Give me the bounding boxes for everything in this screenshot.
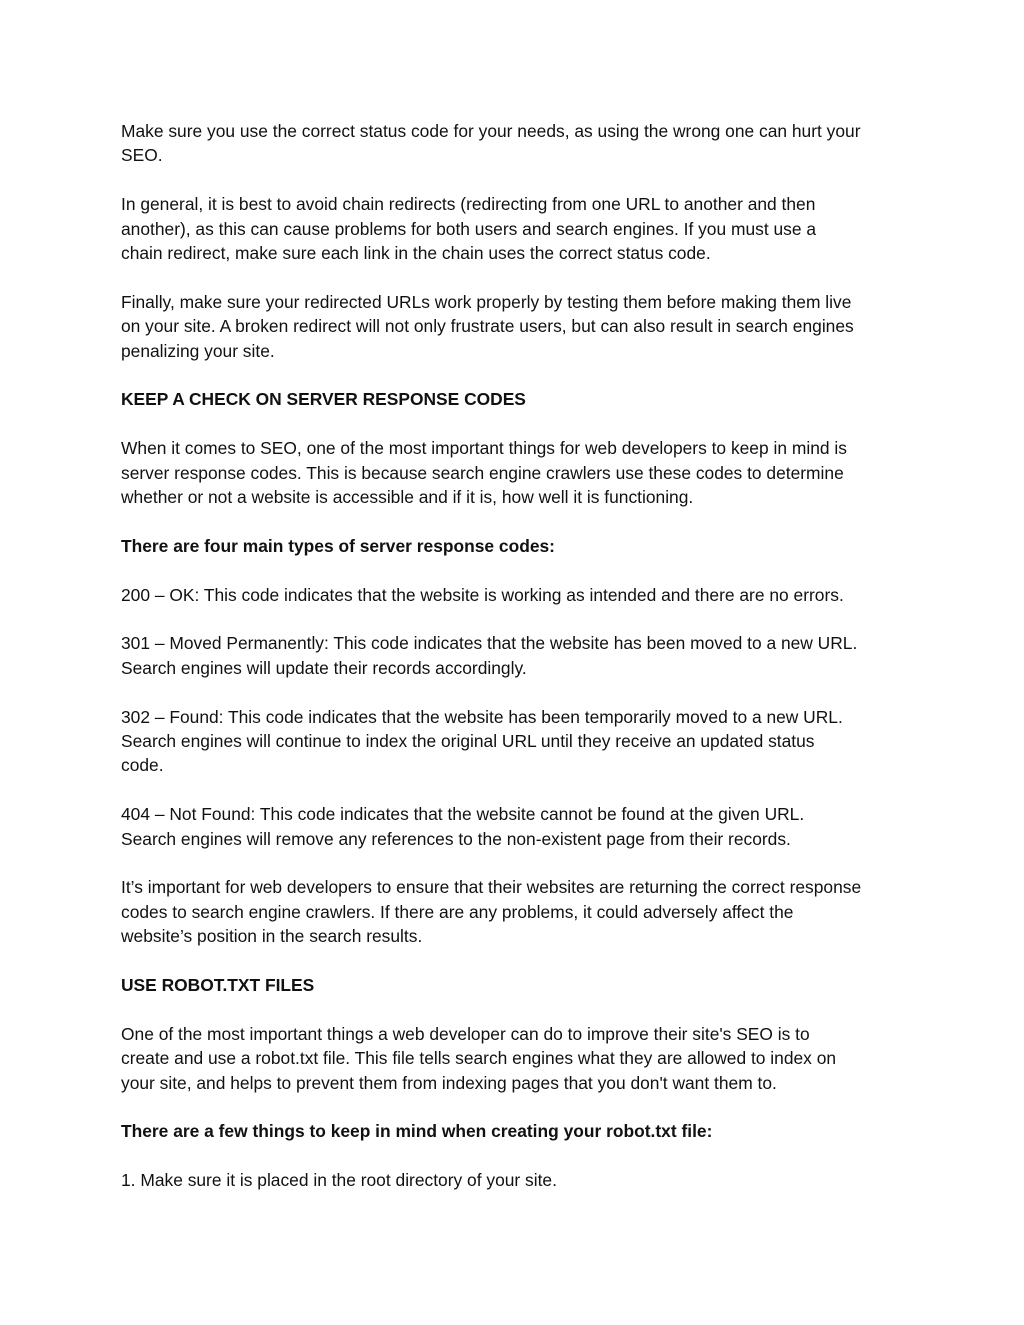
paragraph-response-codes-intro: When it comes to SEO, one of the most important things for web developers to keep in mind is server response codes. This is because search engine crawlers use these codes to determine whether or not a website is accessible and if it is, how well it is functioning. (121, 438, 847, 508)
paragraph-code-302: 302 – Found: This code indicates that the website has been temporarily moved to a new URL. Search engines will continue to index the original URL until they receive an updated status code. (121, 706, 843, 776)
paragraph-chain-redirects: In general, it is best to avoid chain redirects (redirecting from one URL to another and then another), as this can cause problems for both users and search engines. If you must use a chain redirect, make sure each link in the chain uses the correct status code. (121, 194, 817, 264)
paragraph-code-404: 404 – Not Found: This code indicates that the website cannot be found at the given URL. Search engines will remove any references to the non-existent page from their records. (121, 804, 805, 849)
subheading-robot-txt-tips: There are a few things to keep in mind when creating your robot.txt file: (121, 1121, 713, 1142)
paragraph-code-200: 200 – OK: This code indicates that the website is working as intended and there are no errors. (121, 584, 844, 605)
paragraph-robot-txt-intro: One of the most important things a web developer can do to improve their site's SEO is to create and use a robot.txt file. This file tells search engines what they are allowed to index on your site, and helps to prevent them from indexing pages that you don't want them to. (121, 1023, 837, 1093)
paragraph-response-codes-importance: It’s important for web developers to ensure that their websites are returning the correct response codes to search engine crawlers. If there are any problems, it could adversely affect the website’s position in the search results. (121, 877, 862, 947)
paragraph-status-code-advice: Make sure you use the correct status code for your needs, as using the wrong one can hurt your SEO. (121, 121, 861, 166)
paragraph-code-301: 301 – Moved Permanently: This code indicates that the website has been moved to a new URL. Search engines will update their records accordingly. (121, 633, 858, 678)
heading-robot-txt: USE ROBOT.TXT FILES (121, 975, 315, 996)
subheading-four-types: There are four main types of server response codes: (121, 535, 555, 556)
list-item-root-directory: 1. Make sure it is placed in the root directory of your site. (121, 1170, 557, 1191)
paragraph-test-redirects: Finally, make sure your redirected URLs work properly by testing them before making them live on your site. A broken redirect will not only frustrate users, but can also result in search engines penalizing your site. (121, 291, 854, 361)
document-body (121, 119, 911, 1217)
heading-server-response-codes: KEEP A CHECK ON SERVER RESPONSE CODES (121, 389, 526, 410)
